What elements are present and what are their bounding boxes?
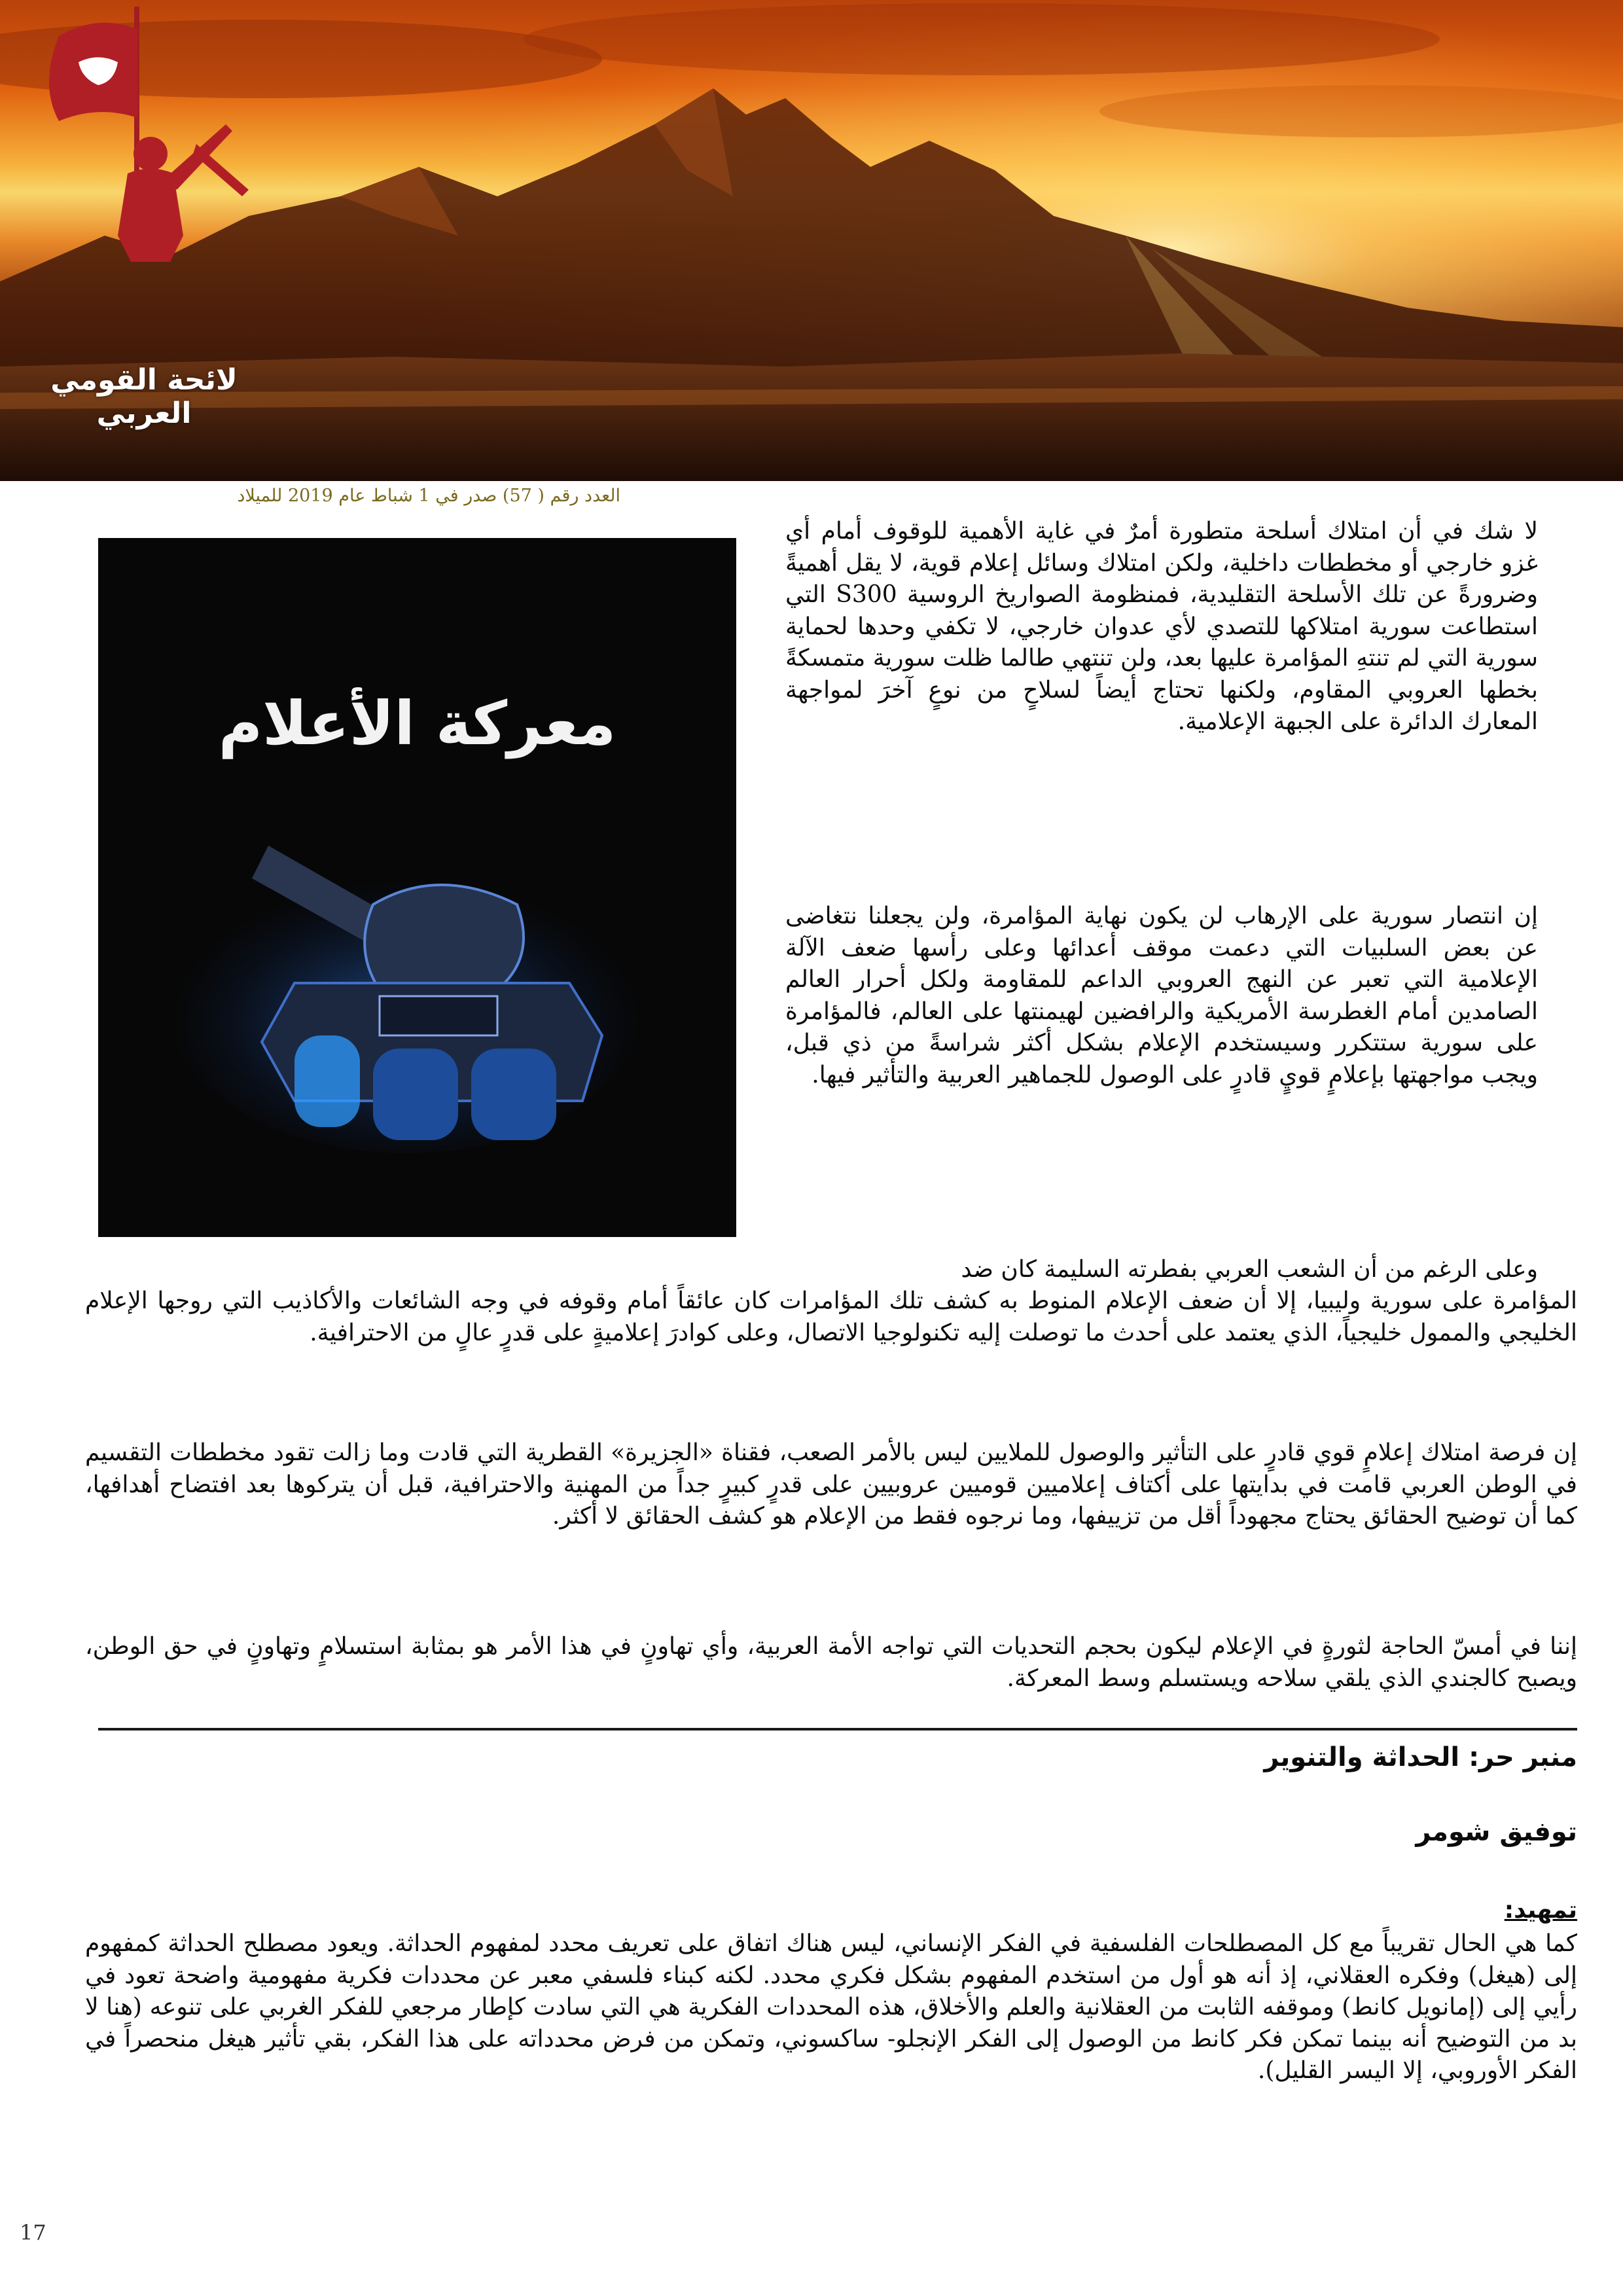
organization-logo <box>0 0 275 275</box>
second-article-title: منبر حر: الحداثة والتنوير <box>1264 1742 1577 1772</box>
article-paragraph-1: لا شك في أن امتلاك أسلحة متطورة أمرٌ في غاية الأهمية للوقوف أمام أي غزو خارجي أو مخططات داخلية، ولكن امتلاك وسائل إعلام قوية، لا يقل أهميةً وضرورةً عن تلك الأسلحة التقليدية، فمنظومة الصواريخ الروسية S300 التي استطاعت سورية امتلاكها للتصدي لأي عدوان خارجي، لا تكفي وحدها لحماية سورية التي لم تنتهِ المؤامرة عليها بعد، ولن تنتهي طالما ظلت سورية متمسكةً بخطها العروبي المقاوم، ولكنها تحتاج أيضاً لسلاحٍ من نوعٍ آخرَ لمواجهة المعارك الدائرة على الجبهة الإعلامية. <box>785 518 1538 735</box>
second-article-author: توفيق شومر <box>1416 1817 1577 1847</box>
organization-name: لائحة القومي العربي <box>50 363 238 430</box>
article-paragraph-3-start: وعلى الرغم من أن الشعب العربي بفطرته السليمة كان ضد <box>961 1256 1538 1283</box>
article-paragraph-3: المؤامرة على سورية وليبيا، إلا أن ضعف الإعلام المنوط به كشف تلك المؤامرات كان عائقاً أمام وقوفه في وجه الشائعات والأكاذيب التي روجها الإعلام الخليجي والممول خليجياً، الذي يعتمد على أحدث ما توصلت إليه تكنولوجيا الاتصال، وعلى كوادرَ إعلاميةٍ على قدرٍ عالٍ من الاحترافية. <box>85 1287 1577 1346</box>
article-paragraph-2: إن انتصار سورية على الإرهاب لن يكون نهاية المؤامرة، ولن يجعلنا نتغاضى عن بعض السلبيات التي دعمت موقف أعدائها وعلى رأسها ضعف الآلة الإعلامية التي تعبر عن النهج العروبي الداعم للمقاومة ولكل أحرار العالم الصامدين أمام الغطرسة الأمريكية والرافضين لهيمنتها على العالم، فالمؤامرة على سورية ستتكرر وسيستخدم الإعلام بشكل أكثر شراسةً من ذي قبل، ويجب مواجهتها بإعلامٍ قويٍ قادرٍ على الوصول للجماهير العربية والتأثير فيها. <box>785 903 1538 1088</box>
second-article-body: كما هي الحال تقريباً مع كل المصطلحات الفلسفية في الفكر الإنساني، ليس هناك اتفاق على تعريف محدد لمفهوم الحداثة. ويعود مصطلح الحداثة كمفهوم إلى (هيغل) وفكره العقلاني، إذ أنه هو أول من استخدم المفهوم بشكل فكري محدد. لكنه كبناء فلسفي معبر عن محددات فكرية مفهومية واضحة تعود في رأيي إلى (إمانويل كانط) وموقفه الثابت من العقلانية والعلم والأخلاق، هذه المحددات الفكرية هي التي سادت كإطار مرجعي للفكر الغربي على تنوعه (هنا لا بد من التوضيح أنه بينما تمكن فكر كانط من الوصول إلى الفكر الإنجلو- ساكسوني، وتمكن من فرض محدداته على هذا الفكر، بقي تأثير هيغل منحصراً في الفكر الأوروبي، إلا اليسر القليل). <box>85 1930 1578 2084</box>
intro-label: تمهيد: <box>1504 1897 1577 1924</box>
article-paragraph-4: إن فرصة امتلاك إعلامٍ قوي قادرٍ على التأثير والوصول للملايين ليس بالأمر الصعب، فقناة «الجزيرة» القطرية التي قادت وما زالت تقود مخططات التقسيم في الوطن العربي قامت في بدايتها على أكتاف إعلاميين قوميين عروبيين على قدرٍ كبيرٍ جداً من المهنية والاحترافية، قبل أن يتركوها بعد افتضاح أهدافها، كما أن توضيح الحقائق يحتاج مجهوداً أقل من تزييفها، وما نرجوه فقط من الإعلام هو كشف الحقائق لا أكثر. <box>85 1439 1577 1530</box>
header-banner <box>0 0 1623 481</box>
article-image <box>98 538 736 1237</box>
page-number: 17 <box>20 2220 46 2245</box>
issue-info: العدد رقم ( 57) صدر في 1 شباط عام 2019 للميلاد <box>237 486 620 506</box>
image-caption-title: معركة الأعلام <box>218 689 616 759</box>
tank-illustration <box>98 538 736 1237</box>
article-paragraph-5: إننا في أمسّ الحاجة لثورةٍ في الإعلام ليكون بحجم التحديات التي تواجه الأمة العربية، وأي تهاونٍ في هذا الأمر هو بمثابة استسلامٍ وتهاونٍ في حق الوطن، ويصبح كالجندي الذي يلقي سلاحه ويستسلم وسط المعركة. <box>85 1633 1577 1692</box>
section-divider <box>98 1728 1577 1731</box>
